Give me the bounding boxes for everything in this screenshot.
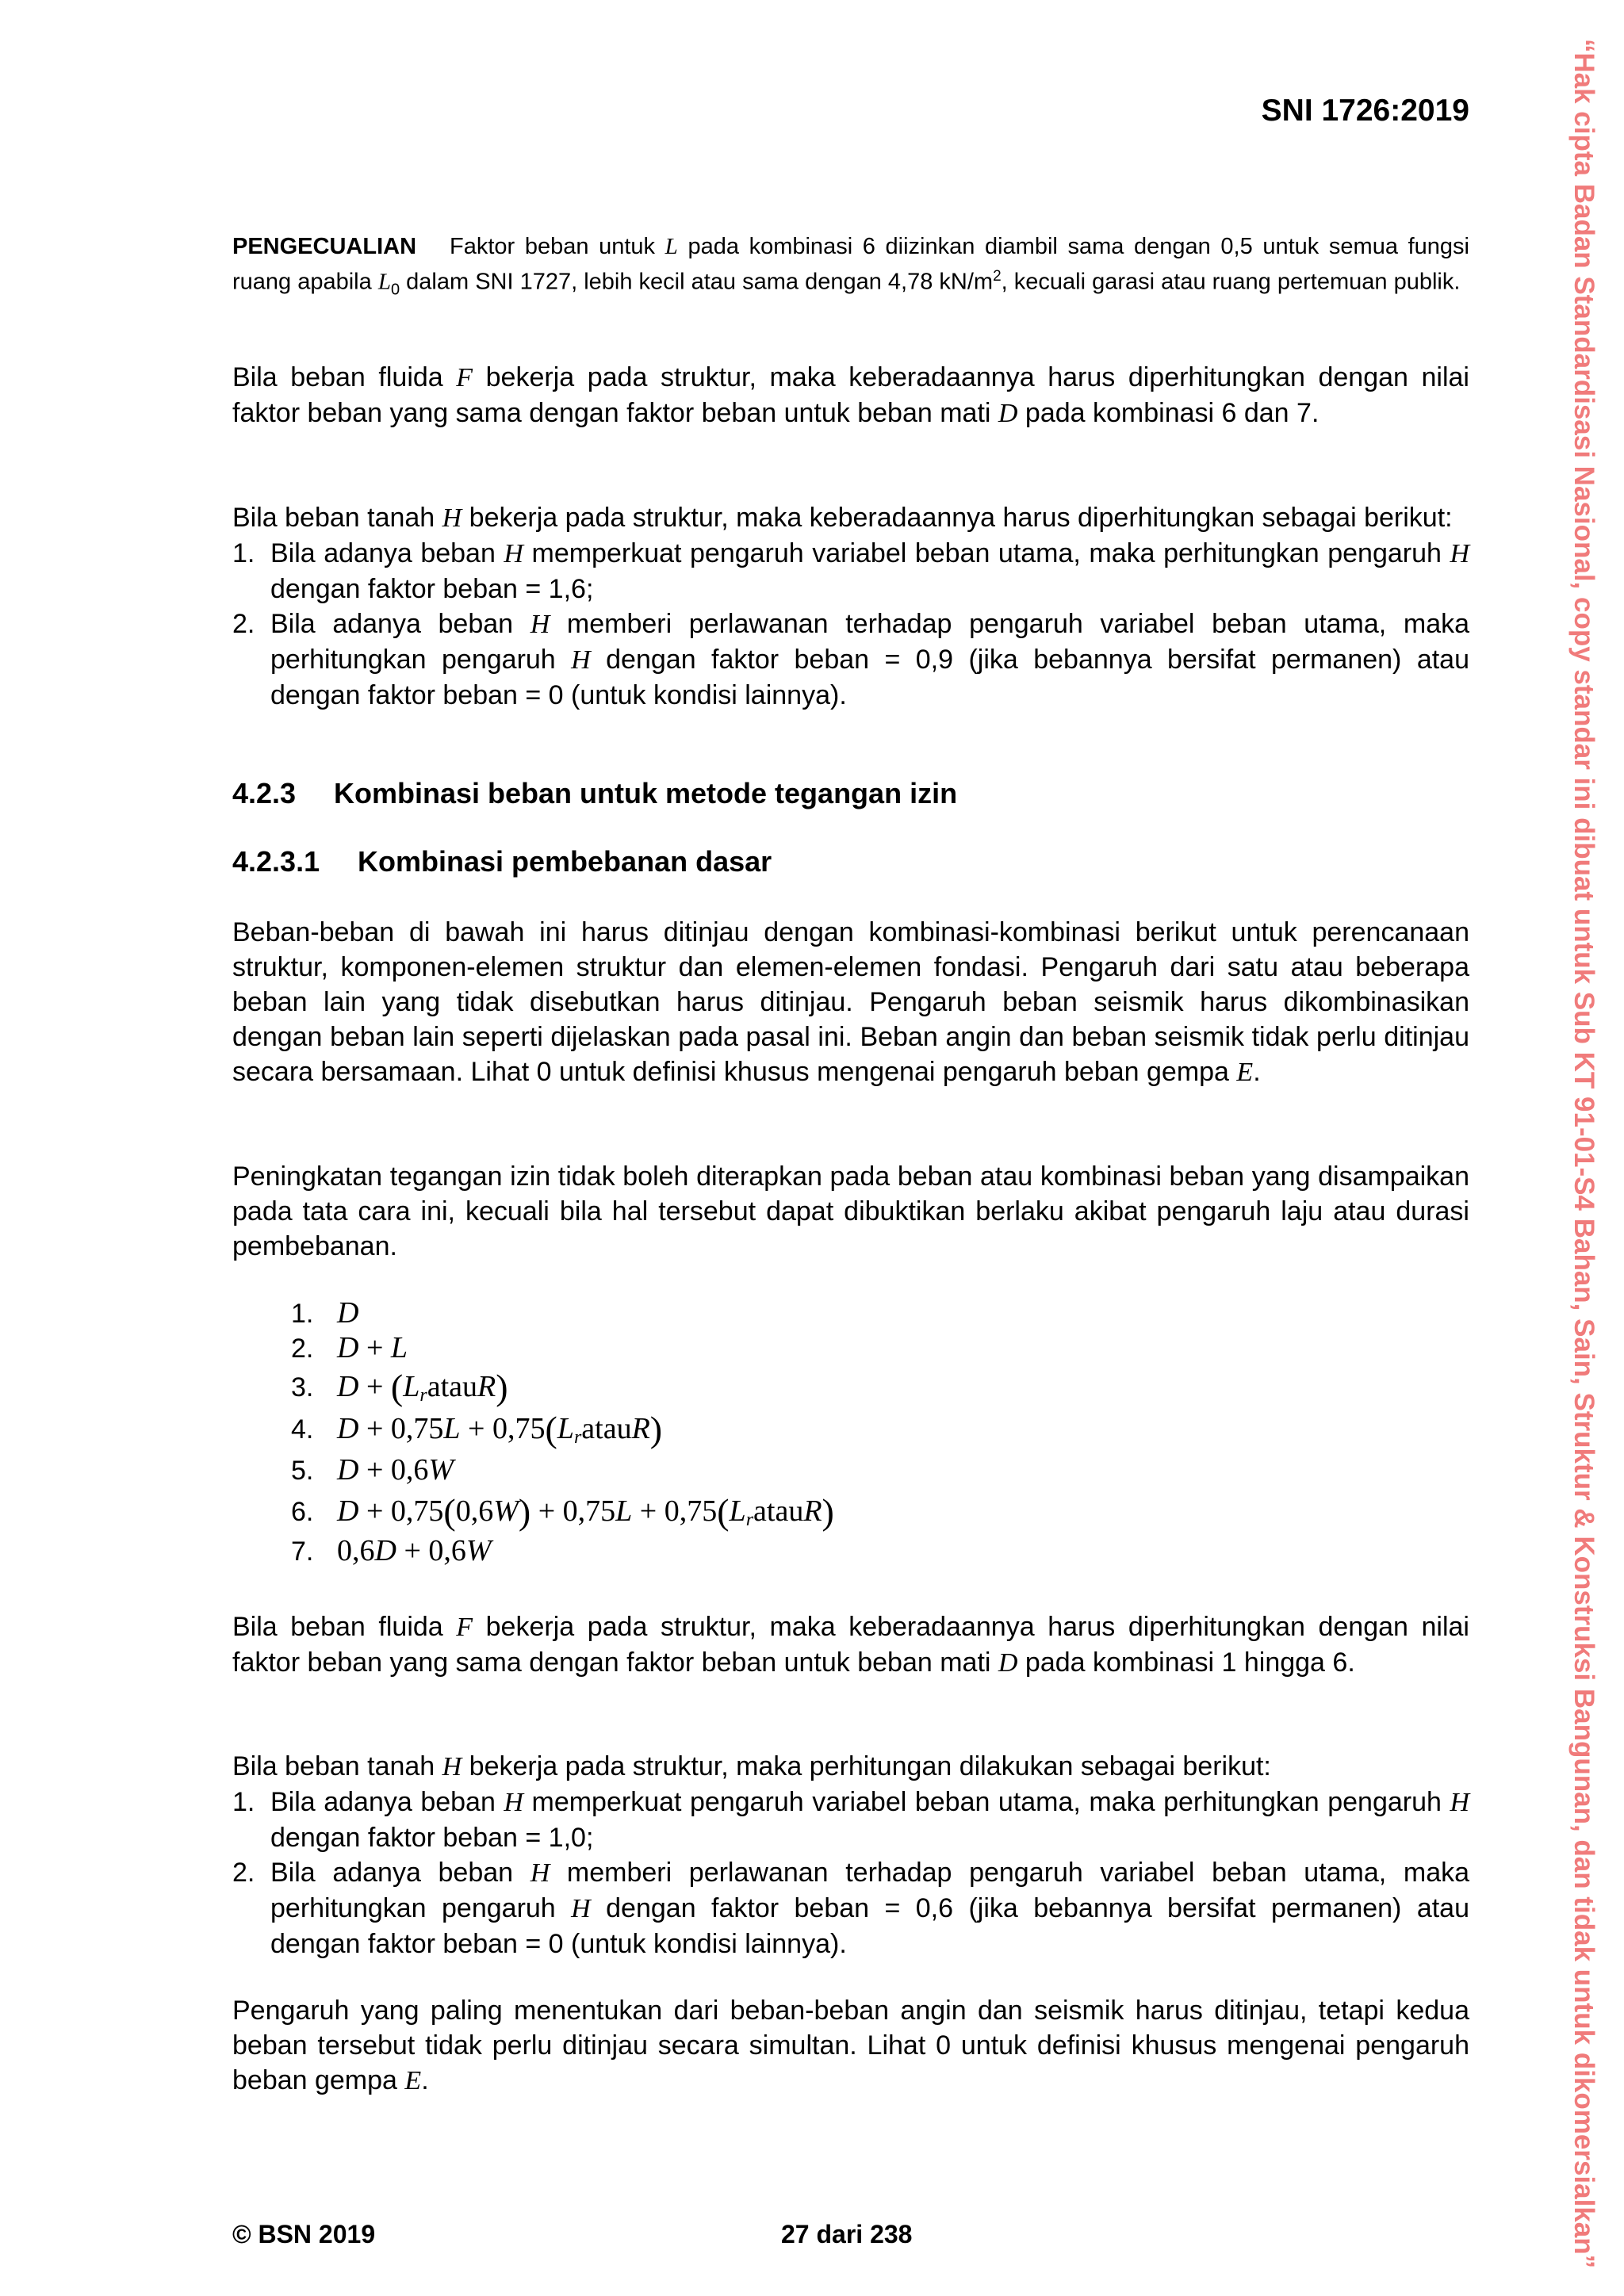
exception-note: PENGECUALIAN Faktor beban untuk L pada kombinasi 6 diizinkan diambil sama dengan 0,5 untuk semua fungsi ruang apabila $L_0$ dalam SNI 1727, lebih kecil atau sama dengan 4,78 $kN/m^2$, kecuali garasi atau ruang pertemuan publik. — [232, 234, 1469, 299]
fluid-load-paragraph-2: Bila beban fluida F bekerja pada struktur, maka keberadaannya harus diperhitungkan dengan nilai faktor beban yang sama dengan faktor beban untuk beban mati D pada kombinasi 1 hingga 6. — [232, 1612, 1469, 1678]
soil-load-paragraph-1: Bila beban tanah H bekerja pada struktur, maka keberadaannya harus diperhitungkan sebagai berikut: 1. Bila adanya beban H memperkuat pengaruh variabel beban utama, maka perhitungkan pengaruh H dengan faktor beban = 1,6; 2. Bila adanya beban H memberi perlawanan terhadap pengaruh variabel beban utama, maka perhitungkan pengaruh H dengan faktor beban = 0,9 (jika bebannya bersifat permanen) atau dengan faktor beban = 0 (untuk kondisi lainnya). — [232, 500, 1469, 713]
list-item: 1. Bila adanya beban H memperkuat pengaruh variabel beban utama, maka perhitungkan pengaruh H dengan faktor beban = 1,6; — [232, 538, 1470, 604]
soil-load-paragraph-2: Bila beban tanah H bekerja pada struktur, maka perhitungan dilakukan sebagai berikut: 1. Bila adanya beban H memperkuat pengaruh variabel beban utama, maka perhitungkan pengaruh H dengan faktor beban = 1,0; 2. Bila adanya beban H memberi perlawanan terhadap pengaruh variabel beban utama, maka perhitungkan pengaruh H dengan faktor beban = 0,6 (jika bebannya bersifat permanen) atau dengan faktor beban = 0 (untuk kondisi lainnya). — [232, 1749, 1469, 1961]
combination-2: 2. D + L — [291, 1331, 408, 1364]
list-item: 2. Bila adanya beban H memberi perlawanan terhadap pengaruh variabel beban utama, maka perhitungkan pengaruh H dengan faktor beban = 0,6 (jika bebannya bersifat permanen) atau dengan faktor beban = 0 (untuk kondisi lainnya). — [232, 1858, 1470, 1959]
fluid-load-paragraph-1: Bila beban fluida F bekerja pada struktur, maka keberadaannya harus diperhitungkan dengan nilai faktor beban yang sama dengan faktor beban untuk beban mati D pada kombinasi 6 dan 7. — [232, 362, 1469, 428]
section-heading-4-2-3: 4.2.3 Kombinasi beban untuk metode tegangan izin — [232, 777, 958, 809]
final-paragraph: Pengaruh yang paling menentukan dari beban-beban angin dan seismik harus ditinjau, tetapi kedua beban tersebut tidak perlu ditinjau secara simultan. Lihat 0 untuk definisi khusus mengenai pengaruh beban gempa E. — [232, 1996, 1469, 2095]
copyright-watermark: “Hak cipta Badan Standardisasi Nasional, copy standar ini dibuat untuk Sub KT 91-01-S4 Bahan, Sain, Struktur & Konstruksi Bangunan, dan tidak untuk dikomersialkan” — [1568, 38, 1599, 2269]
footer-copyright: © BSN 2019 — [232, 2220, 376, 2248]
combination-3: 3. $D + (L_ratauR)$ — [291, 1367, 508, 1407]
basic-combination-paragraph: Beban-beban di bawah ini harus ditinjau dengan kombinasi-kombinasi berikut untuk perencanaan struktur, komponen-elemen struktur dan elemen-elemen fondasi. Pengaruh dari satu atau beberapa beban lain yang tidak disebutkan harus ditinjau. Pengaruh beban seismik harus dikombinasikan dengan beban lain seperti dijelaskan pada pasal ini. Beban angin dan beban seismik tidak perlu ditinjau secara bersamaan. Lihat 0 untuk definisi khusus mengenai pengaruh beban gempa E. — [232, 917, 1469, 1087]
footer-page-number: 27 dari 238 — [781, 2220, 913, 2248]
combination-6: 6. $D + 0,75(0,6W) + 0,75L + 0,75(L_ratauR)$ — [291, 1491, 834, 1532]
combination-1: 1. D — [291, 1296, 359, 1330]
combination-4: 4. $D + 0,75L + 0,75(L_ratauR)$ — [291, 1409, 663, 1449]
stress-increase-paragraph: Peningkatan tegangan izin tidak boleh diterapkan pada beban atau kombinasi beban yang disampaikan pada tata cara ini, kecuali bila hal tersebut dapat dibuktikan berlaku akibat pengaruh laju atau durasi pembebanan. — [232, 1161, 1469, 1261]
section-heading-4-2-3-1: 4.2.3.1 Kombinasi pembebanan dasar — [232, 845, 772, 878]
list-item: 1. Bila adanya beban H memperkuat pengaruh variabel beban utama, maka perhitungkan pengaruh H dengan faktor beban = 1,0; — [232, 1787, 1470, 1853]
combination-7: 7. 0,6D + 0,6W — [291, 1534, 492, 1567]
list-item: 2. Bila adanya beban H memberi perlawanan terhadap pengaruh variabel beban utama, maka perhitungkan pengaruh H dengan faktor beban = 0,9 (jika bebannya bersifat permanen) atau dengan faktor beban = 0 (untuk kondisi lainnya). — [232, 609, 1470, 710]
combination-5: 5. D + 0,6W — [291, 1453, 454, 1487]
exception-label: PENGECUALIAN — [232, 234, 417, 259]
standard-code: SNI 1726:2019 — [1261, 94, 1469, 128]
